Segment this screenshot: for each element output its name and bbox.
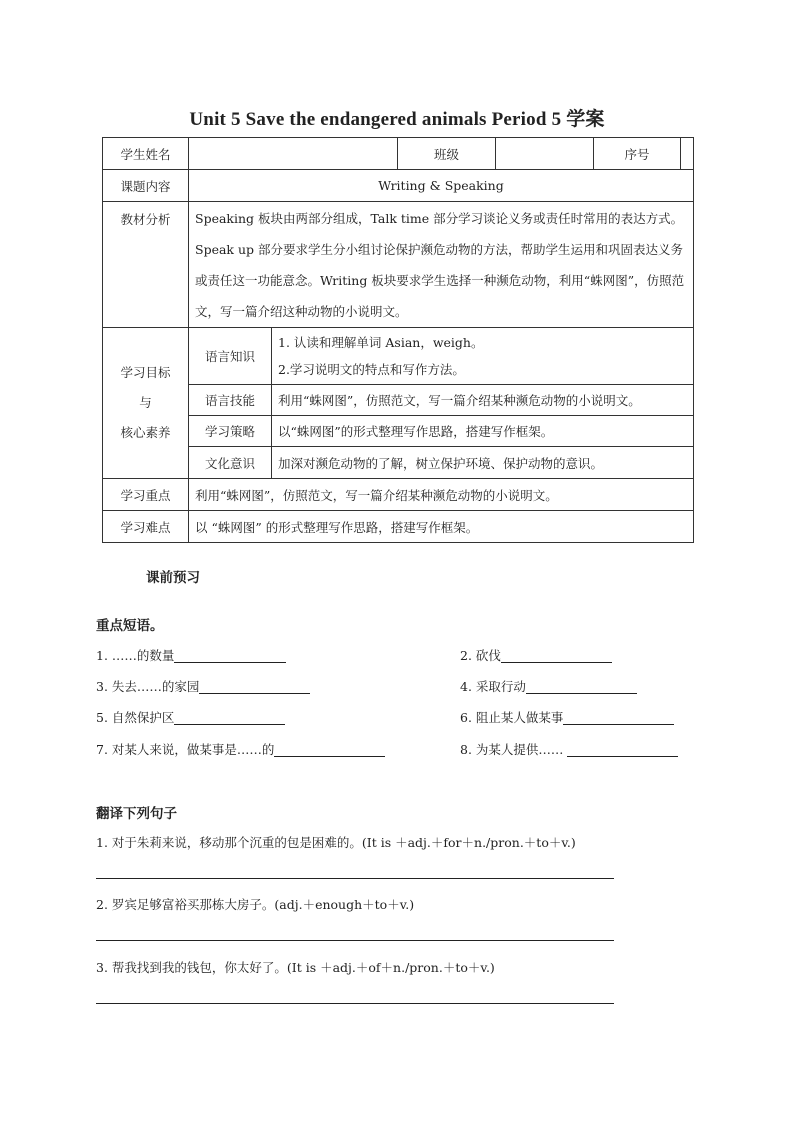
- table-row: [103, 511, 694, 543]
- goals-label-line: 核心素养: [120, 425, 171, 440]
- phrase-text: 3. 失去……的家园: [96, 679, 200, 694]
- knowledge-item: 1. 认读和理解单词 Asian，weigh。: [278, 335, 484, 350]
- phrase-text: 7. 对某人来说，做某事是……的: [96, 742, 275, 757]
- document-title: Unit 5 Save the endangered animals Period 5 学案: [189, 109, 605, 130]
- knowledge-label: 语言知识: [189, 328, 272, 385]
- table-row: [103, 447, 694, 479]
- answer-blank[interactable]: [174, 710, 285, 725]
- phrase-text: 1. ……的数量: [96, 648, 175, 663]
- translate-heading: 翻译下列句子: [96, 806, 177, 822]
- goals-label-line: 与: [139, 395, 152, 410]
- answer-blank[interactable]: [501, 648, 612, 663]
- answer-line[interactable]: [96, 1003, 614, 1004]
- phrase-text: 4. 采取行动: [460, 679, 526, 694]
- info-table: [102, 137, 694, 543]
- answer-blank[interactable]: [567, 742, 678, 757]
- knowledge-item: 2.学习说明文的特点和写作方法。: [278, 362, 465, 377]
- culture-label: 文化意识: [189, 447, 272, 479]
- goals-label-line: 学习目标: [120, 365, 171, 380]
- table-row: [103, 328, 694, 385]
- phrase-item: [460, 646, 612, 664]
- sentence-item: 1. 对于朱莉来说，移动那个沉重的包是困难的。(It is ＋adj.＋for＋n./pron.＋to＋v.): [96, 835, 576, 850]
- topic-value: Writing & Speaking: [189, 170, 694, 202]
- goals-label: [103, 328, 189, 479]
- phrase-item: [460, 708, 674, 726]
- phrase-item: [460, 677, 637, 695]
- phrase-text: 6. 阻止某人做某事: [460, 710, 564, 725]
- strategy-label: 学习策略: [189, 416, 272, 447]
- sentence-item: 2. 罗宾足够富裕买那栋大房子。(adj.＋enough＋to＋v.): [96, 897, 415, 912]
- class-label: 班级: [398, 138, 496, 170]
- seat-field[interactable]: [681, 138, 694, 169]
- table-row: [103, 170, 694, 202]
- culture-text: 加深对濒危动物的了解，树立保护环境、保护动物的意识。: [272, 447, 694, 479]
- answer-line[interactable]: [96, 878, 614, 879]
- seat-cell: [594, 138, 694, 170]
- skill-label: 语言技能: [189, 385, 272, 416]
- phrase-item: [96, 708, 285, 726]
- topic-label: 课题内容: [103, 170, 189, 202]
- strategy-text: 以“蛛网图”的形式整理写作思路，搭建写作框架。: [272, 416, 694, 447]
- difficulty-label: 学习难点: [103, 511, 189, 543]
- phrase-text: 2. 砍伐: [460, 648, 501, 663]
- seat-label: 序号: [594, 138, 681, 169]
- answer-blank[interactable]: [563, 710, 674, 725]
- table-row: [103, 138, 694, 170]
- phrase-item: [96, 740, 385, 758]
- table-row: [103, 385, 694, 416]
- analysis-label: 教材分析: [103, 202, 189, 328]
- skill-text: 利用“蛛网图”，仿照范文，写一篇介绍某种濒危动物的小说明文。: [272, 385, 694, 416]
- phrases-heading: 重点短语。: [96, 618, 164, 634]
- answer-blank[interactable]: [174, 648, 286, 663]
- answer-blank[interactable]: [199, 679, 310, 694]
- student-name-label: 学生姓名: [103, 138, 189, 170]
- table-row: [103, 479, 694, 511]
- phrase-text: 5. 自然保护区: [96, 710, 175, 725]
- preview-heading: 课前预习: [146, 570, 200, 586]
- answer-line[interactable]: [96, 940, 614, 941]
- student-name-field[interactable]: [189, 138, 398, 170]
- class-field[interactable]: [496, 138, 594, 170]
- table-row: [103, 416, 694, 447]
- table-row: [103, 202, 694, 328]
- focus-label: 学习重点: [103, 479, 189, 511]
- phrase-item: [460, 740, 678, 758]
- phrase-text: 8. 为某人提供……: [460, 742, 568, 757]
- focus-text: 利用“蛛网图”，仿照范文，写一篇介绍某种濒危动物的小说明文。: [189, 479, 694, 511]
- difficulty-text: 以 “蛛网图” 的形式整理写作思路，搭建写作框架。: [189, 511, 694, 543]
- knowledge-text: [272, 328, 694, 385]
- analysis-text: Speaking 板块由两部分组成，Talk time 部分学习谈论义务或责任时常用的表达方式。Speak up 部分要求学生分小组讨论保护濒危动物的方法，帮助学生运用和巩固表达义务或责任这一功能意念。Writing 板块要求学生选择一种濒危动物，利用“蛛网图”，仿照范文，写一篇介绍这种动物的小说明文。: [189, 202, 694, 328]
- phrase-item: [96, 677, 310, 695]
- phrase-item: [96, 646, 286, 664]
- sentence-item: 3. 帮我找到我的钱包，你太好了。(It is ＋adj.＋of＋n./pron.＋to＋v.): [96, 960, 495, 975]
- answer-blank[interactable]: [274, 742, 385, 757]
- answer-blank[interactable]: [526, 679, 637, 694]
